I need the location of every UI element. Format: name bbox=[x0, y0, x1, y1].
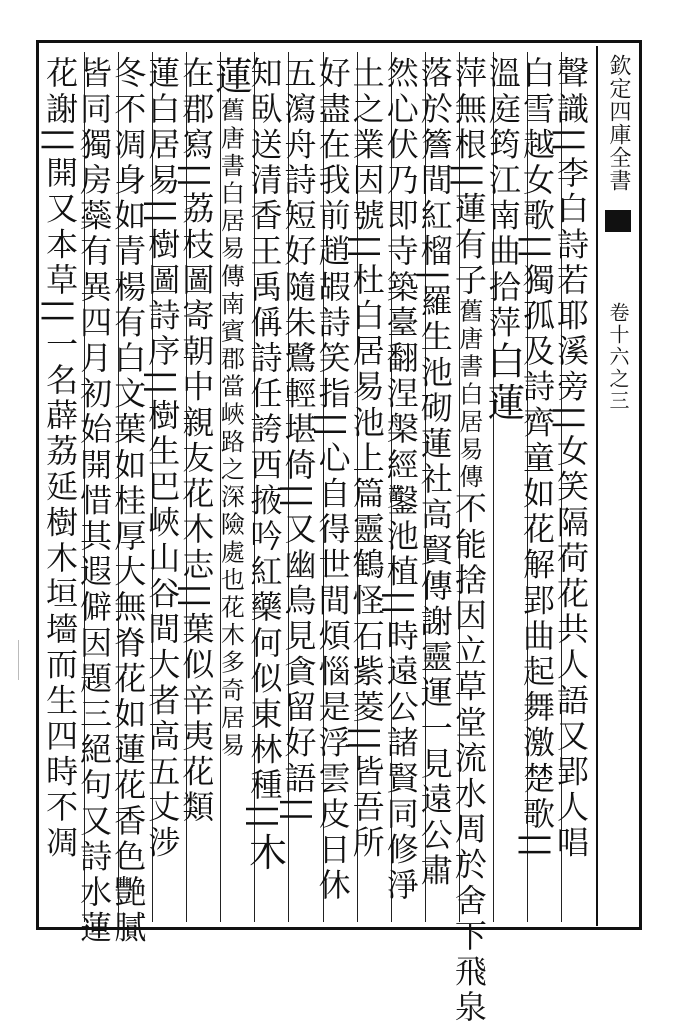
column-text: 土之業因號||杜白居易池上篇靈鶴怪石紫菱||皆吾所 bbox=[347, 56, 386, 862]
fishtail-mark bbox=[605, 210, 631, 232]
text-column bbox=[143, 52, 186, 922]
margin-book-title: 欽定四庫全書 bbox=[606, 54, 631, 192]
column-text-part: 溫庭筠江南曲拾萍 bbox=[483, 56, 522, 341]
margin-rule bbox=[596, 46, 598, 926]
lotus-heading: 蓮 bbox=[208, 56, 253, 98]
text-column bbox=[177, 52, 220, 922]
wood-heading: 木 bbox=[242, 832, 287, 874]
column-text: 冬不凋身如青楊有白文葉如桂厚大無脊花如蓮花香色艷膩 bbox=[109, 56, 148, 946]
margin-volume-label: 卷十六之三 bbox=[606, 302, 630, 412]
column-text-part: 萍無根||蓮有子 bbox=[449, 56, 488, 299]
column-text: 在郡寫||荔枝圖寄朝中親友花木志||葉似辛夷花類 bbox=[177, 56, 216, 826]
text-column bbox=[41, 52, 84, 922]
text-column bbox=[208, 52, 254, 922]
column-text: 白雪越女歌||獨孤及詩齊童如花解郢曲起舞激楚歌|| bbox=[517, 56, 556, 862]
text-column bbox=[109, 52, 152, 946]
text-column bbox=[381, 52, 425, 922]
column-text: 五瀉舟詩短好隨朱鷺輕堪倚||又幽鳥見貪留好語|| bbox=[279, 56, 318, 826]
text-column bbox=[242, 52, 288, 922]
text-column bbox=[75, 52, 118, 946]
column-text: 花謝||開又本草||一名薜荔延樹木垣墻而生四時不凋 bbox=[41, 56, 80, 862]
column-text-part: 不能捨因立草堂流水周於舍下飛泉 bbox=[449, 491, 488, 1026]
fold-margin bbox=[600, 46, 636, 926]
column-text: 蓮白居易||樹圖詩序||樹生巴峽山谷間大者高五丈涉 bbox=[143, 56, 182, 862]
column-text-part: 知臥送清香王禹偁詩任誇西掖吟紅藥何似東林種|| bbox=[245, 56, 284, 833]
column-text: 皆同獨房蘂有異四月初始開惜其遐僻因題三絕句又詩水蓮 bbox=[75, 56, 114, 946]
text-column bbox=[480, 52, 527, 922]
text-column bbox=[552, 52, 595, 922]
scan-mark bbox=[18, 640, 19, 680]
text-column bbox=[313, 52, 357, 922]
annotation-note: 舊唐書白居易傳南賓郡當峽路之深險處也花木多奇居易 bbox=[216, 97, 245, 761]
text-column bbox=[415, 52, 459, 922]
white-lotus-heading: 白蓮 bbox=[480, 340, 525, 425]
text-column bbox=[347, 52, 391, 922]
column-text: 聲識||李白詩若耶溪旁||女笑隔荷花共人語又郢人唱 bbox=[552, 56, 590, 862]
annotation-note: 舊唐書白居易傳 bbox=[454, 298, 483, 492]
text-column bbox=[449, 52, 493, 1026]
text-column bbox=[517, 52, 561, 922]
column-text: 落於簷間紅榴|羅生池砌蓮社高賢傳謝靈運一見遠公肅 bbox=[415, 56, 454, 890]
column-text: 好盡在我前趙嘏詩笑指||心自得世間煩惱是浮雲皮日休 bbox=[313, 56, 352, 904]
column-text: 然心伏乃即寺築臺翻涅槃經鑿池植||時遠公諸賢同修淨 bbox=[381, 56, 420, 904]
text-column bbox=[279, 52, 322, 922]
text-columns bbox=[41, 52, 595, 1026]
